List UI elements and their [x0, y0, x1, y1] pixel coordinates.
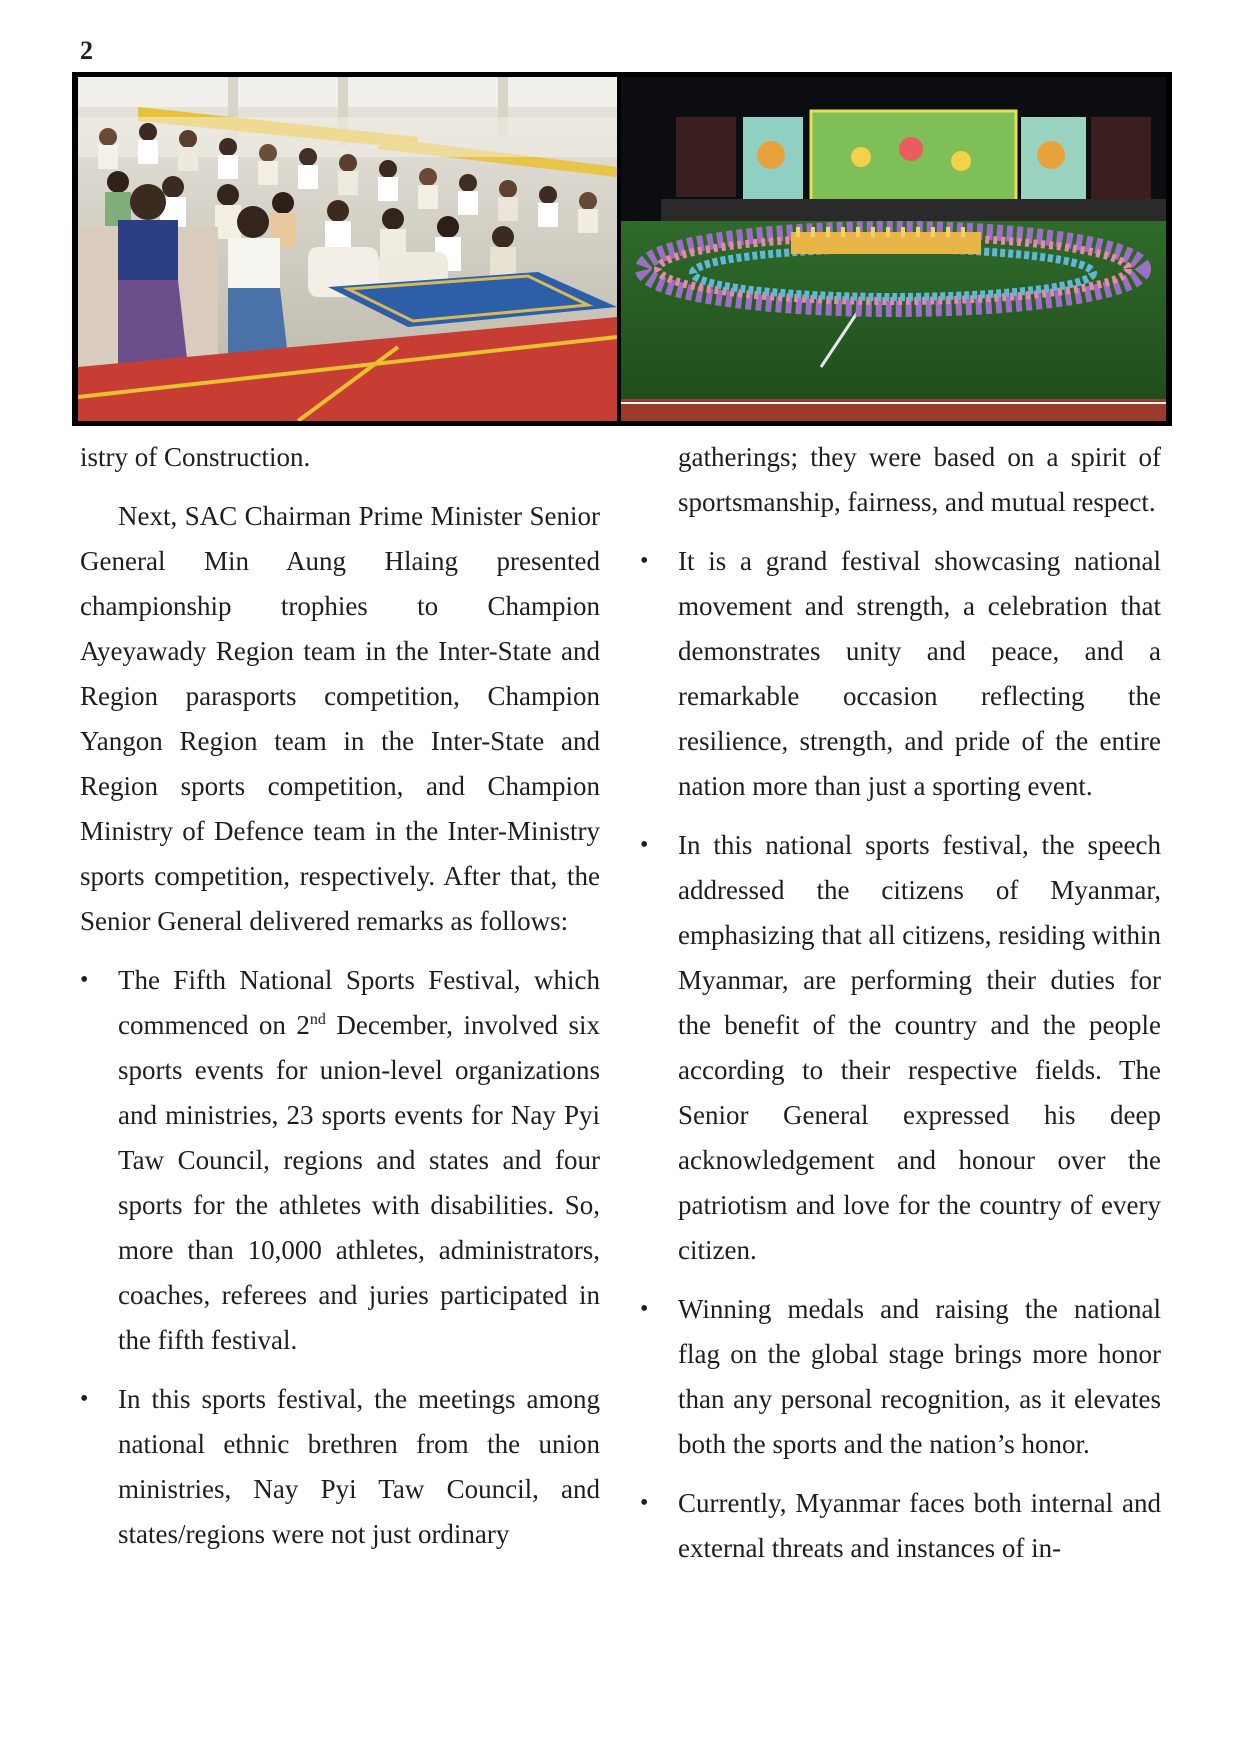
- continued-text: gatherings; they were based on a spirit of sportsmanship, fairness, and mutual respect.: [678, 442, 1161, 517]
- list-item: [640, 539, 1161, 809]
- photo-strip: [72, 72, 1172, 426]
- ordinal-suffix: nd: [309, 1011, 326, 1028]
- remarks-list: [80, 958, 600, 1557]
- intro-paragraph: Next, SAC Chairman Prime Minister Senior General Min Aung Hlaing presented championship trophies to Champion Ayeyawady Region team in the Inter-State and Region parasports competition, Champion Yangon Region team in the Inter-State and Region sports competition, and Champion Ministry of Defence team in the Inter-Ministry sports competition, respectively. After that, the Senior General delivered remarks as follows:: [80, 501, 600, 936]
- bullet-icon: •: [80, 967, 89, 993]
- stadium-audience-photo: [78, 77, 617, 421]
- list-item-text: December, involved six sports events for union-level organizations and ministries, 23 sports events for Nay Pyi Taw Council, regions and states and four sports for the athletes with disabilities. So, more than 10,000 athletes, administrators, coaches, referees and juries participated in the fifth festival.: [118, 1010, 600, 1355]
- bullet-icon: •: [640, 548, 649, 574]
- list-item-text: The Fifth National Sports Festival, which commenced on 2: [118, 965, 600, 1040]
- list-item-text: Winning medals and raising the national flag on the global stage brings more honor than any personal recognition, as it elevates both the sports and the nation’s honor.: [678, 1294, 1161, 1459]
- list-item: [80, 1377, 600, 1557]
- left-column: [80, 435, 600, 1557]
- list-item: [640, 1287, 1161, 1467]
- bullet-icon: •: [640, 832, 649, 858]
- stadium-performance-photo: [621, 77, 1166, 421]
- bullet-icon: •: [640, 1296, 649, 1322]
- list-item-text: Currently, Myanmar faces both internal and external threats and instances of in-: [678, 1488, 1161, 1563]
- remarks-list: [640, 539, 1161, 1571]
- right-column: [640, 435, 1161, 1571]
- list-item: [640, 823, 1161, 1273]
- continued-text: istry of Construction.: [80, 442, 311, 472]
- list-item-text: In this sports festival, the meetings among national ethnic brethren from the union ministries, Nay Pyi Taw Council, and states/regions were not just ordinary: [118, 1384, 600, 1549]
- list-item-text: In this national sports festival, the speech addressed the citizens of Myanmar, emphasizing that all citizens, residing within Myanmar, are performing their duties for the benefit of the country and the people according to their respective fields. The Senior General expressed his deep acknowledgement and honour over the patriotism and love for the country of every citizen.: [678, 830, 1161, 1265]
- page-number: 2: [80, 36, 93, 65]
- list-item-text: It is a grand festival showcasing national movement and strength, a celebration that demonstrates unity and peace, and a remarkable occasion reflecting the resilience, strength, and pride of the entire nation more than just a sporting event.: [678, 546, 1161, 801]
- bullet-icon: •: [640, 1490, 649, 1516]
- list-item: [80, 958, 600, 1363]
- bullet-icon: •: [80, 1386, 89, 1412]
- list-item: [640, 1481, 1161, 1571]
